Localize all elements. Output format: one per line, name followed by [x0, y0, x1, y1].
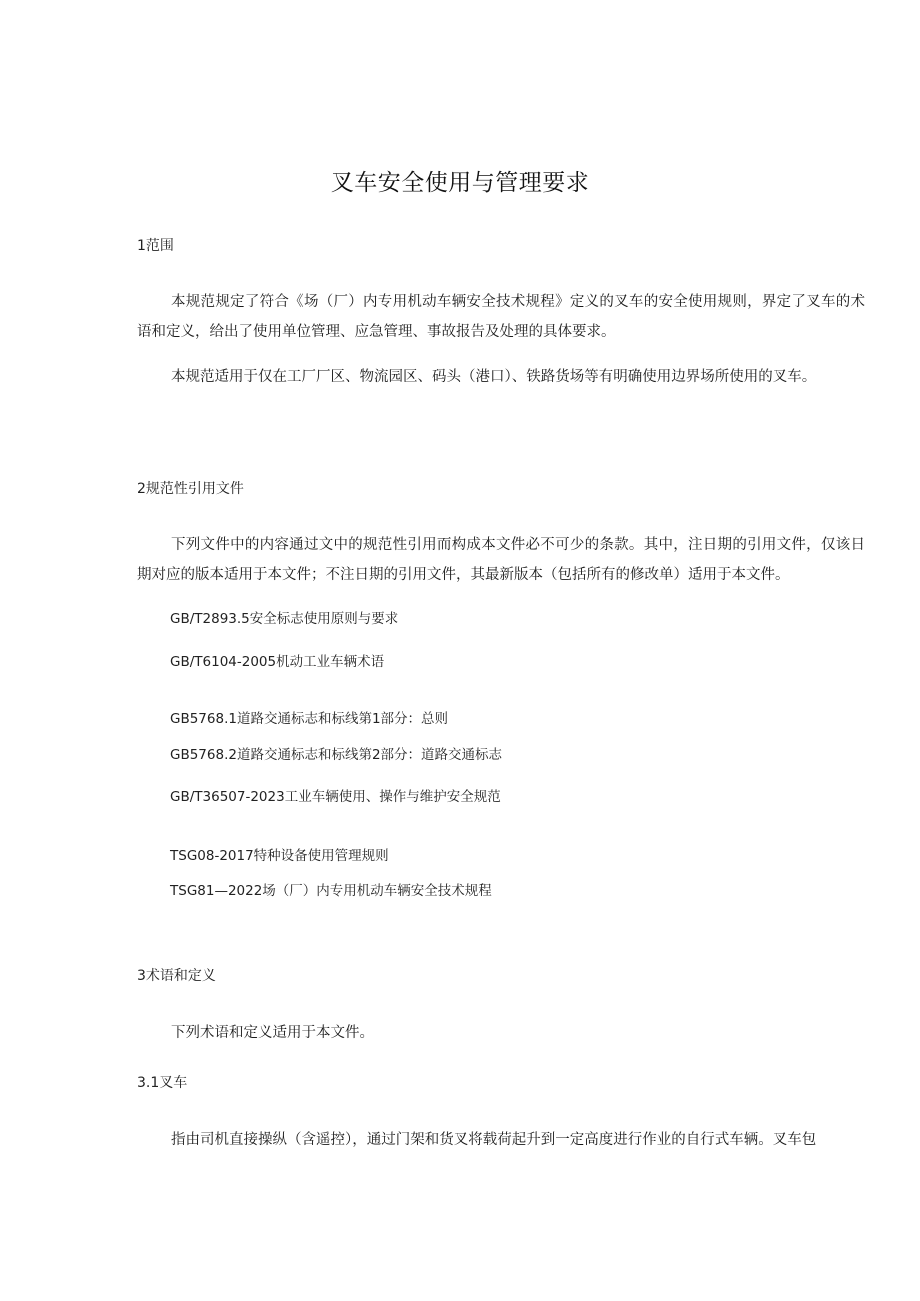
reference-item: GB5768.2道路交通标志和标线第2部分：道路交通标志	[170, 747, 503, 763]
section-1-heading: 1范围	[137, 238, 174, 254]
reference-item: GB/T6104-2005机动工业车辆术语	[170, 654, 385, 670]
document-title: 叉车安全使用与管理要求	[330, 170, 590, 196]
section-3-heading: 3术语和定义	[137, 968, 216, 984]
subsection-3-1-paragraph: 指由司机直接操纵（含遥控），通过门架和货叉将载荷起升到一定高度进行作业的自行式车辆。叉车包	[171, 1132, 817, 1148]
reference-item: TSG08-2017特种设备使用管理规则	[170, 848, 389, 864]
section-1-paragraph-2: 本规范适用于仅在工厂厂区、物流园区、码头（港口）、铁路货场等有明确使用边界场所使用的叉车。	[171, 369, 817, 385]
reference-item: GB/T2893.5安全标志使用原则与要求	[170, 611, 399, 627]
reference-item: GB/T36507-2023工业车辆使用、操作与维护安全规范	[170, 789, 501, 805]
reference-item: TSG81—2022场（厂）内专用机动车辆安全技术规程	[170, 883, 492, 899]
section-3-paragraph-1: 下列术语和定义适用于本文件。	[171, 1025, 374, 1041]
reference-item: GB5768.1道路交通标志和标线第1部分：总则	[170, 711, 449, 727]
section-1-paragraph-1: 本规范规定了符合《场（厂）内专用机动车辆安全技术规程》定义的叉车的安全使用规则，界定了叉车的术语和定义，给出了使用单位管理、应急管理、事故报告及处理的具体要求。	[137, 294, 865, 340]
subsection-3-1-heading: 3.1叉车	[137, 1075, 188, 1091]
section-2-heading: 2规范性引用文件	[137, 481, 244, 497]
section-2-paragraph-1: 下列文件中的内容通过文中的规范性引用而构成本文件必不可少的条款。其中，注日期的引用文件，仅该日期对应的版本适用于本文件；不注日期的引用文件，其最新版本（包括所有的修改单）适用于本文件。	[137, 537, 865, 583]
